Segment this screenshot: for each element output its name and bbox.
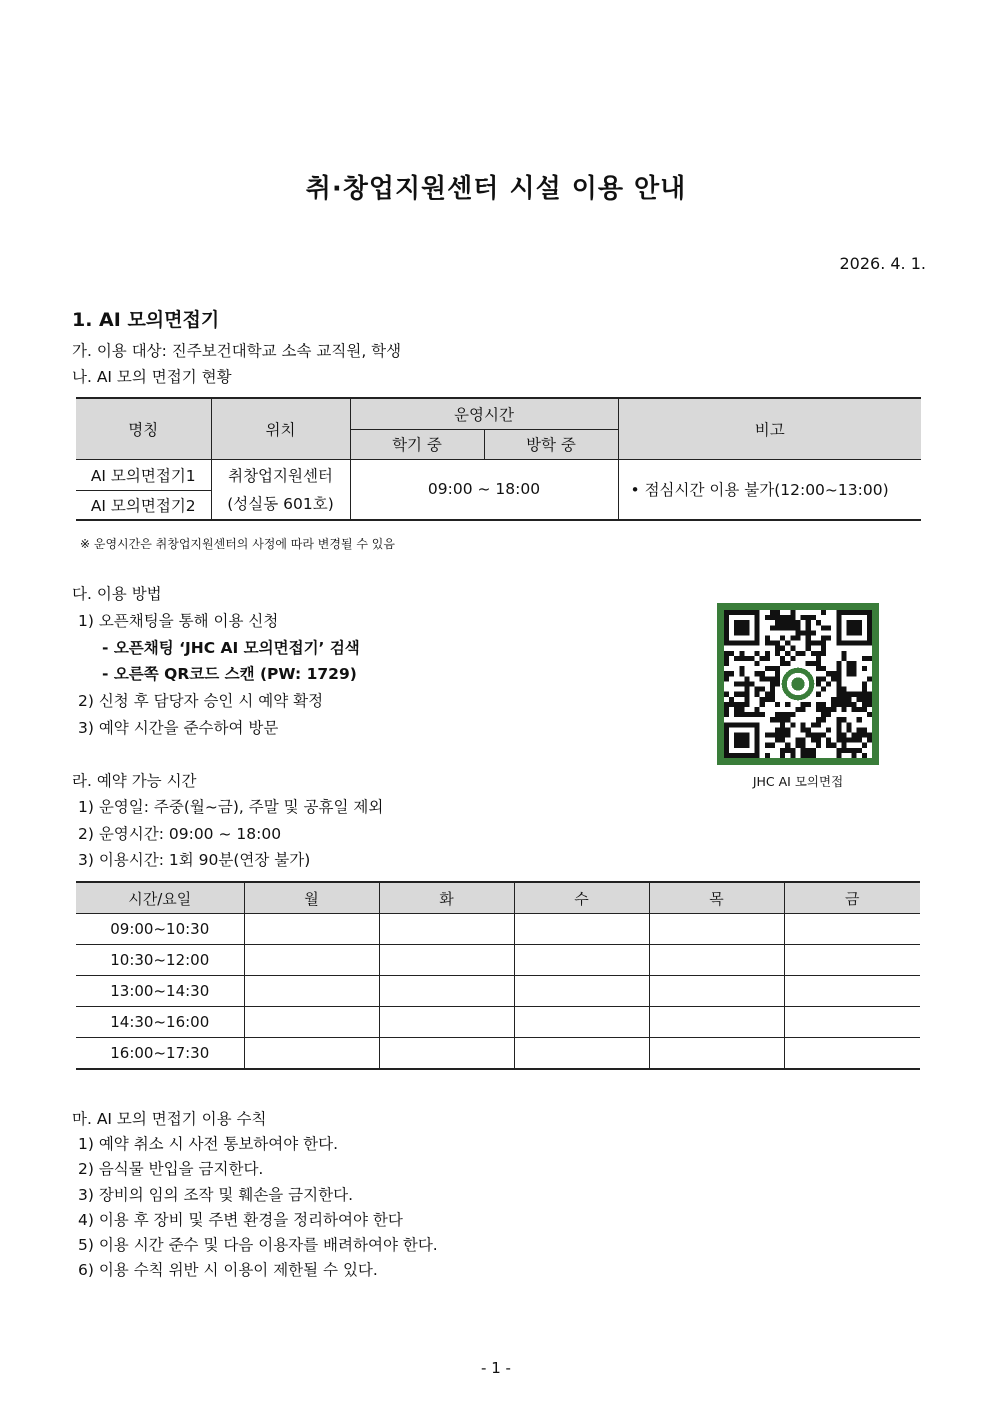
document-date: 2026. 4. 1. [839,254,926,273]
slot-cell [244,1038,379,1070]
usage-step-1b: - 오른쪽 QR코드 스캔 (PW: 1729) [102,665,357,683]
slot-cell [784,1007,920,1038]
slot-cell [514,945,649,976]
rules-heading: 마. AI 모의 면접기 이용 수칙 [72,1110,267,1128]
header-hours: 운영시간 [350,398,618,429]
slot-time: 13:00~14:30 [76,976,244,1007]
reservation-heading: 라. 예약 가능 시간 [72,772,197,790]
page-number: - 1 - [481,1359,511,1377]
reservation-item-1: 1) 운영일: 주중(월~금), 주말 및 공휴일 제외 [78,798,384,816]
schedule-header-mon: 월 [244,882,379,914]
slot-cell [244,1007,379,1038]
header-location: 위치 [211,398,350,459]
usage-step-3: 3) 예약 시간을 준수하여 방문 [78,719,279,737]
slot-cell [514,1007,649,1038]
rule-item-1: 1) 예약 취소 시 사전 통보하여야 한다. [78,1135,339,1153]
slot-cell [379,945,514,976]
slot-cell [244,976,379,1007]
slot-cell [379,1007,514,1038]
schedule-row [76,945,920,976]
slot-cell [379,1038,514,1070]
remarks-cell: • 점심시간 이용 불가(12:00~13:00) [618,459,921,520]
slot-time: 14:30~16:00 [76,1007,244,1038]
slot-cell [784,914,920,945]
slot-cell [514,1038,649,1070]
location-line-2: (성실동 601호) [227,495,334,514]
slot-time: 10:30~12:00 [76,945,244,976]
header-remarks: 비고 [618,398,921,459]
slot-time: 09:00~10:30 [76,914,244,945]
slot-cell [649,976,784,1007]
reservation-item-3: 3) 이용시간: 1회 90분(연장 불가) [78,851,311,869]
slot-cell [244,914,379,945]
schedule-row [76,1038,920,1070]
rule-item-5: 5) 이용 시간 준수 및 다음 이용자를 배려하여야 한다. [78,1236,438,1254]
schedule-row [76,976,920,1007]
equipment-status-table [76,397,921,521]
reservation-item-2: 2) 운영시간: 09:00 ~ 18:00 [78,825,282,843]
rule-item-2: 2) 음식물 반입을 금지한다. [78,1160,264,1178]
schedule-row [76,1007,920,1038]
slot-cell [649,914,784,945]
operating-hours: 09:00 ~ 18:00 [350,459,618,520]
rule-item-3: 3) 장비의 임의 조작 및 훼손을 금지한다. [78,1186,353,1204]
slot-cell [379,976,514,1007]
slot-time: 16:00~17:30 [76,1038,244,1070]
slot-cell [514,914,649,945]
target-users-line: 가. 이용 대상: 진주보건대학교 소속 교직원, 학생 [72,342,402,360]
slot-cell [784,1038,920,1070]
rule-item-6: 6) 이용 수칙 위반 시 이용이 제한될 수 있다. [78,1261,378,1279]
slot-cell [649,945,784,976]
header-vacation: 방학 중 [484,429,618,459]
hours-footnote: ※ 운영시간은 취창업지원센터의 사정에 따라 변경될 수 있음 [80,537,395,551]
slot-cell [244,945,379,976]
equipment-name-2: AI 모의면접기2 [76,490,211,520]
slot-cell [784,945,920,976]
header-name: 명칭 [76,398,211,459]
usage-step-1: 1) 오픈채팅을 통해 이용 신청 [78,612,279,630]
header-semester: 학기 중 [350,429,484,459]
status-heading: 나. AI 모의 면접기 현황 [72,368,232,386]
reservation-schedule-table [76,881,920,1070]
rule-item-4: 4) 이용 후 장비 및 주변 환경을 정리하여야 한다 [78,1211,403,1229]
schedule-header-time: 시간/요일 [76,882,244,914]
schedule-header-fri: 금 [784,882,920,914]
location-line-1: 취창업지원센터 [228,467,333,486]
usage-step-1a: - 오픈채팅 ‘JHC AI 모의면접기’ 검색 [102,639,360,657]
slot-cell [649,1038,784,1070]
equipment-location [211,459,350,520]
qr-caption: JHC AI 모의면접 [752,774,844,789]
openchat-qr-code[interactable] [717,603,879,765]
slot-cell [649,1007,784,1038]
usage-step-2: 2) 신청 후 담당자 승인 시 예약 확정 [78,692,324,710]
slot-cell [514,976,649,1007]
usage-heading: 다. 이용 방법 [72,585,162,603]
document-title: 취·창업지원센터 시설 이용 안내 [305,174,687,204]
slot-cell [784,976,920,1007]
section-heading-ai-interview: 1. AI 모의면접기 [72,309,220,331]
slot-cell [379,914,514,945]
equipment-name-1: AI 모의면접기1 [76,459,211,490]
schedule-header-wed: 수 [514,882,649,914]
schedule-header-thu: 목 [649,882,784,914]
qr-pattern [724,610,872,758]
schedule-row [76,914,920,945]
schedule-header-tue: 화 [379,882,514,914]
